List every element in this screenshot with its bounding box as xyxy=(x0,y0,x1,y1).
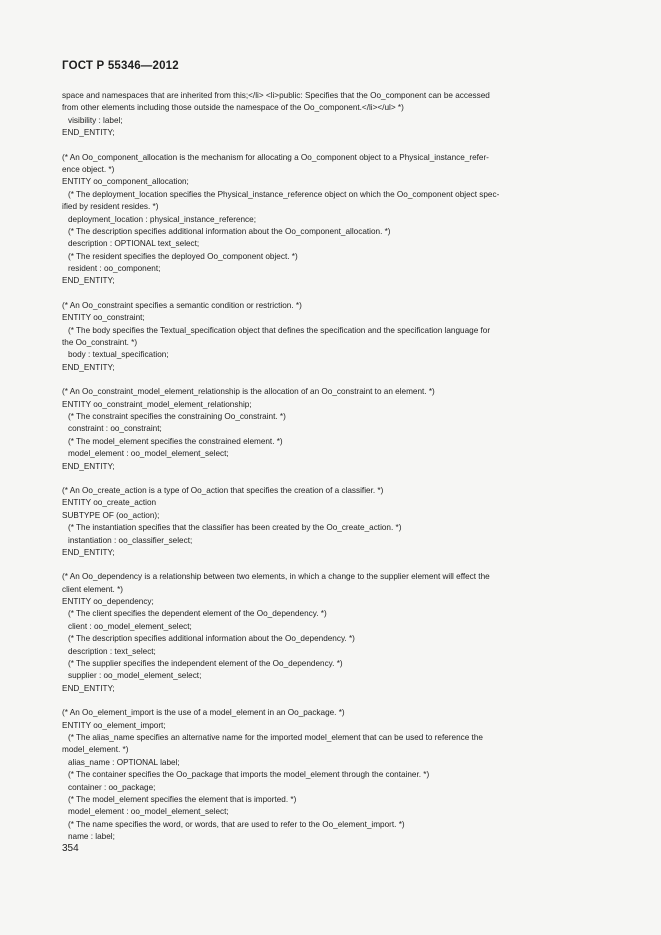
text-line: ified by resident resides. *) xyxy=(62,202,159,212)
page-header: ГОСТ Р 55346—2012 xyxy=(62,60,179,72)
text-line: space and namespaces that are inherited from this;</li> <li>public: Specifies that the Oo_component can be accessed xyxy=(62,91,490,100)
text-line: supplier : oo_model_element_select; xyxy=(68,671,202,681)
blank-line xyxy=(62,140,607,152)
text-line: END_ENTITY; xyxy=(62,461,115,471)
page-number: 354 xyxy=(62,843,79,854)
text-line: body : textual_specification; xyxy=(68,350,169,360)
text-line: alias_name : OPTIONAL label; xyxy=(68,757,180,767)
document-body xyxy=(62,90,607,843)
text-line: (* The description specifies additional information about the Oo_dependency. *) xyxy=(68,634,355,644)
text-line: END_ENTITY; xyxy=(62,362,115,372)
text-line: (* The constraint specifies the constraining Oo_constraint. *) xyxy=(68,411,286,421)
text-line: (* The instantiation specifies that the classifier has been created by the Oo_create_action. *) xyxy=(68,523,402,533)
text-line: (* The description specifies additional information about the Oo_component_allocation. *) xyxy=(68,226,391,236)
blank-line xyxy=(62,559,607,571)
blank-line xyxy=(62,288,607,300)
text-line: (* An Oo_constraint_model_element_relationship is the allocation of an Oo_constraint to an element. *) xyxy=(62,387,435,397)
text-line: (* The name specifies the word, or words, that are used to refer to the Oo_element_import. *) xyxy=(68,819,405,829)
text-line: (* The deployment_location specifies the Physical_instance_reference object on which the Oo_component object spec- xyxy=(68,189,500,199)
text-line: SUBTYPE OF (oo_action); xyxy=(62,510,160,520)
text-line: END_ENTITY; xyxy=(62,547,115,557)
text-line: (* An Oo_constraint specifies a semantic condition or restriction. *) xyxy=(62,300,302,310)
text-line: END_ENTITY; xyxy=(62,276,115,286)
text-line: (* An Oo_create_action is a type of Oo_action that specifies the creation of a classifier. *) xyxy=(62,485,384,495)
text-line: from other elements including those outside the namespace of the Oo_component.</li></ul> *) xyxy=(62,103,404,113)
text-line: (* The model_element specifies the element that is imported. *) xyxy=(68,794,297,804)
text-line: (* The model_element specifies the constrained element. *) xyxy=(68,436,283,446)
blank-line xyxy=(62,473,607,485)
text-line: visibility : label; xyxy=(68,115,123,125)
text-line: client element. *) xyxy=(62,584,123,594)
text-line: ENTITY oo_create_action xyxy=(62,498,157,508)
text-line: ENTITY oo_constraint_model_element_relationship; xyxy=(62,399,252,409)
text-line: END_ENTITY; xyxy=(62,683,115,693)
blank-line xyxy=(62,695,607,707)
text-line: (* An Oo_component_allocation is the mechanism for allocating a Oo_component object to a Physical_instance_refer- xyxy=(62,152,489,162)
text-line: ENTITY oo_component_allocation; xyxy=(62,177,189,187)
text-line: description : text_select; xyxy=(68,646,156,656)
text-line: description : OPTIONAL text_select; xyxy=(68,239,200,249)
text-line: (* The client specifies the dependent element of the Oo_dependency. *) xyxy=(68,609,327,619)
text-line: client : oo_model_element_select; xyxy=(68,621,192,631)
text-line: ENTITY oo_dependency; xyxy=(62,597,154,607)
text-line: deployment_location : physical_instance_reference; xyxy=(68,214,256,224)
text-line: the Oo_constraint. *) xyxy=(62,338,138,348)
blank-line xyxy=(62,374,607,386)
text-line: model_element. *) xyxy=(62,745,129,755)
text-line: (* An Oo_dependency is a relationship between two elements, in which a change to the supplier element will effect the xyxy=(62,572,490,582)
text-line: container : oo_package; xyxy=(68,782,156,792)
text-line: ENTITY oo_constraint; xyxy=(62,313,145,323)
text-line: constraint : oo_constraint; xyxy=(68,424,162,434)
text-line: ENTITY oo_element_import; xyxy=(62,720,166,730)
text-line: model_element : oo_model_element_select; xyxy=(68,807,229,817)
text-line: (* The supplier specifies the independent element of the Oo_dependency. *) xyxy=(68,659,343,669)
text-line: ence object. *) xyxy=(62,164,115,174)
text-line: (* The container specifies the Oo_package that imports the model_element through the container. *) xyxy=(68,770,430,780)
text-line: (* An Oo_element_import is the use of a model_element in an Oo_package. *) xyxy=(62,708,345,718)
text-line: (* The alias_name specifies an alternative name for the imported model_element that can be used to reference the xyxy=(68,732,483,742)
text-line: (* The resident specifies the deployed Oo_component object. *) xyxy=(68,251,298,261)
text-line: END_ENTITY; xyxy=(62,128,115,138)
text-line: (* The body specifies the Textual_specification object that defines the specification and the specification language for xyxy=(68,325,491,335)
text-line: resident : oo_component; xyxy=(68,264,161,274)
text-line: instantiation : oo_classifier_select; xyxy=(68,535,193,545)
text-line: name : label; xyxy=(68,832,115,842)
text-line: model_element : oo_model_element_select; xyxy=(68,449,229,459)
